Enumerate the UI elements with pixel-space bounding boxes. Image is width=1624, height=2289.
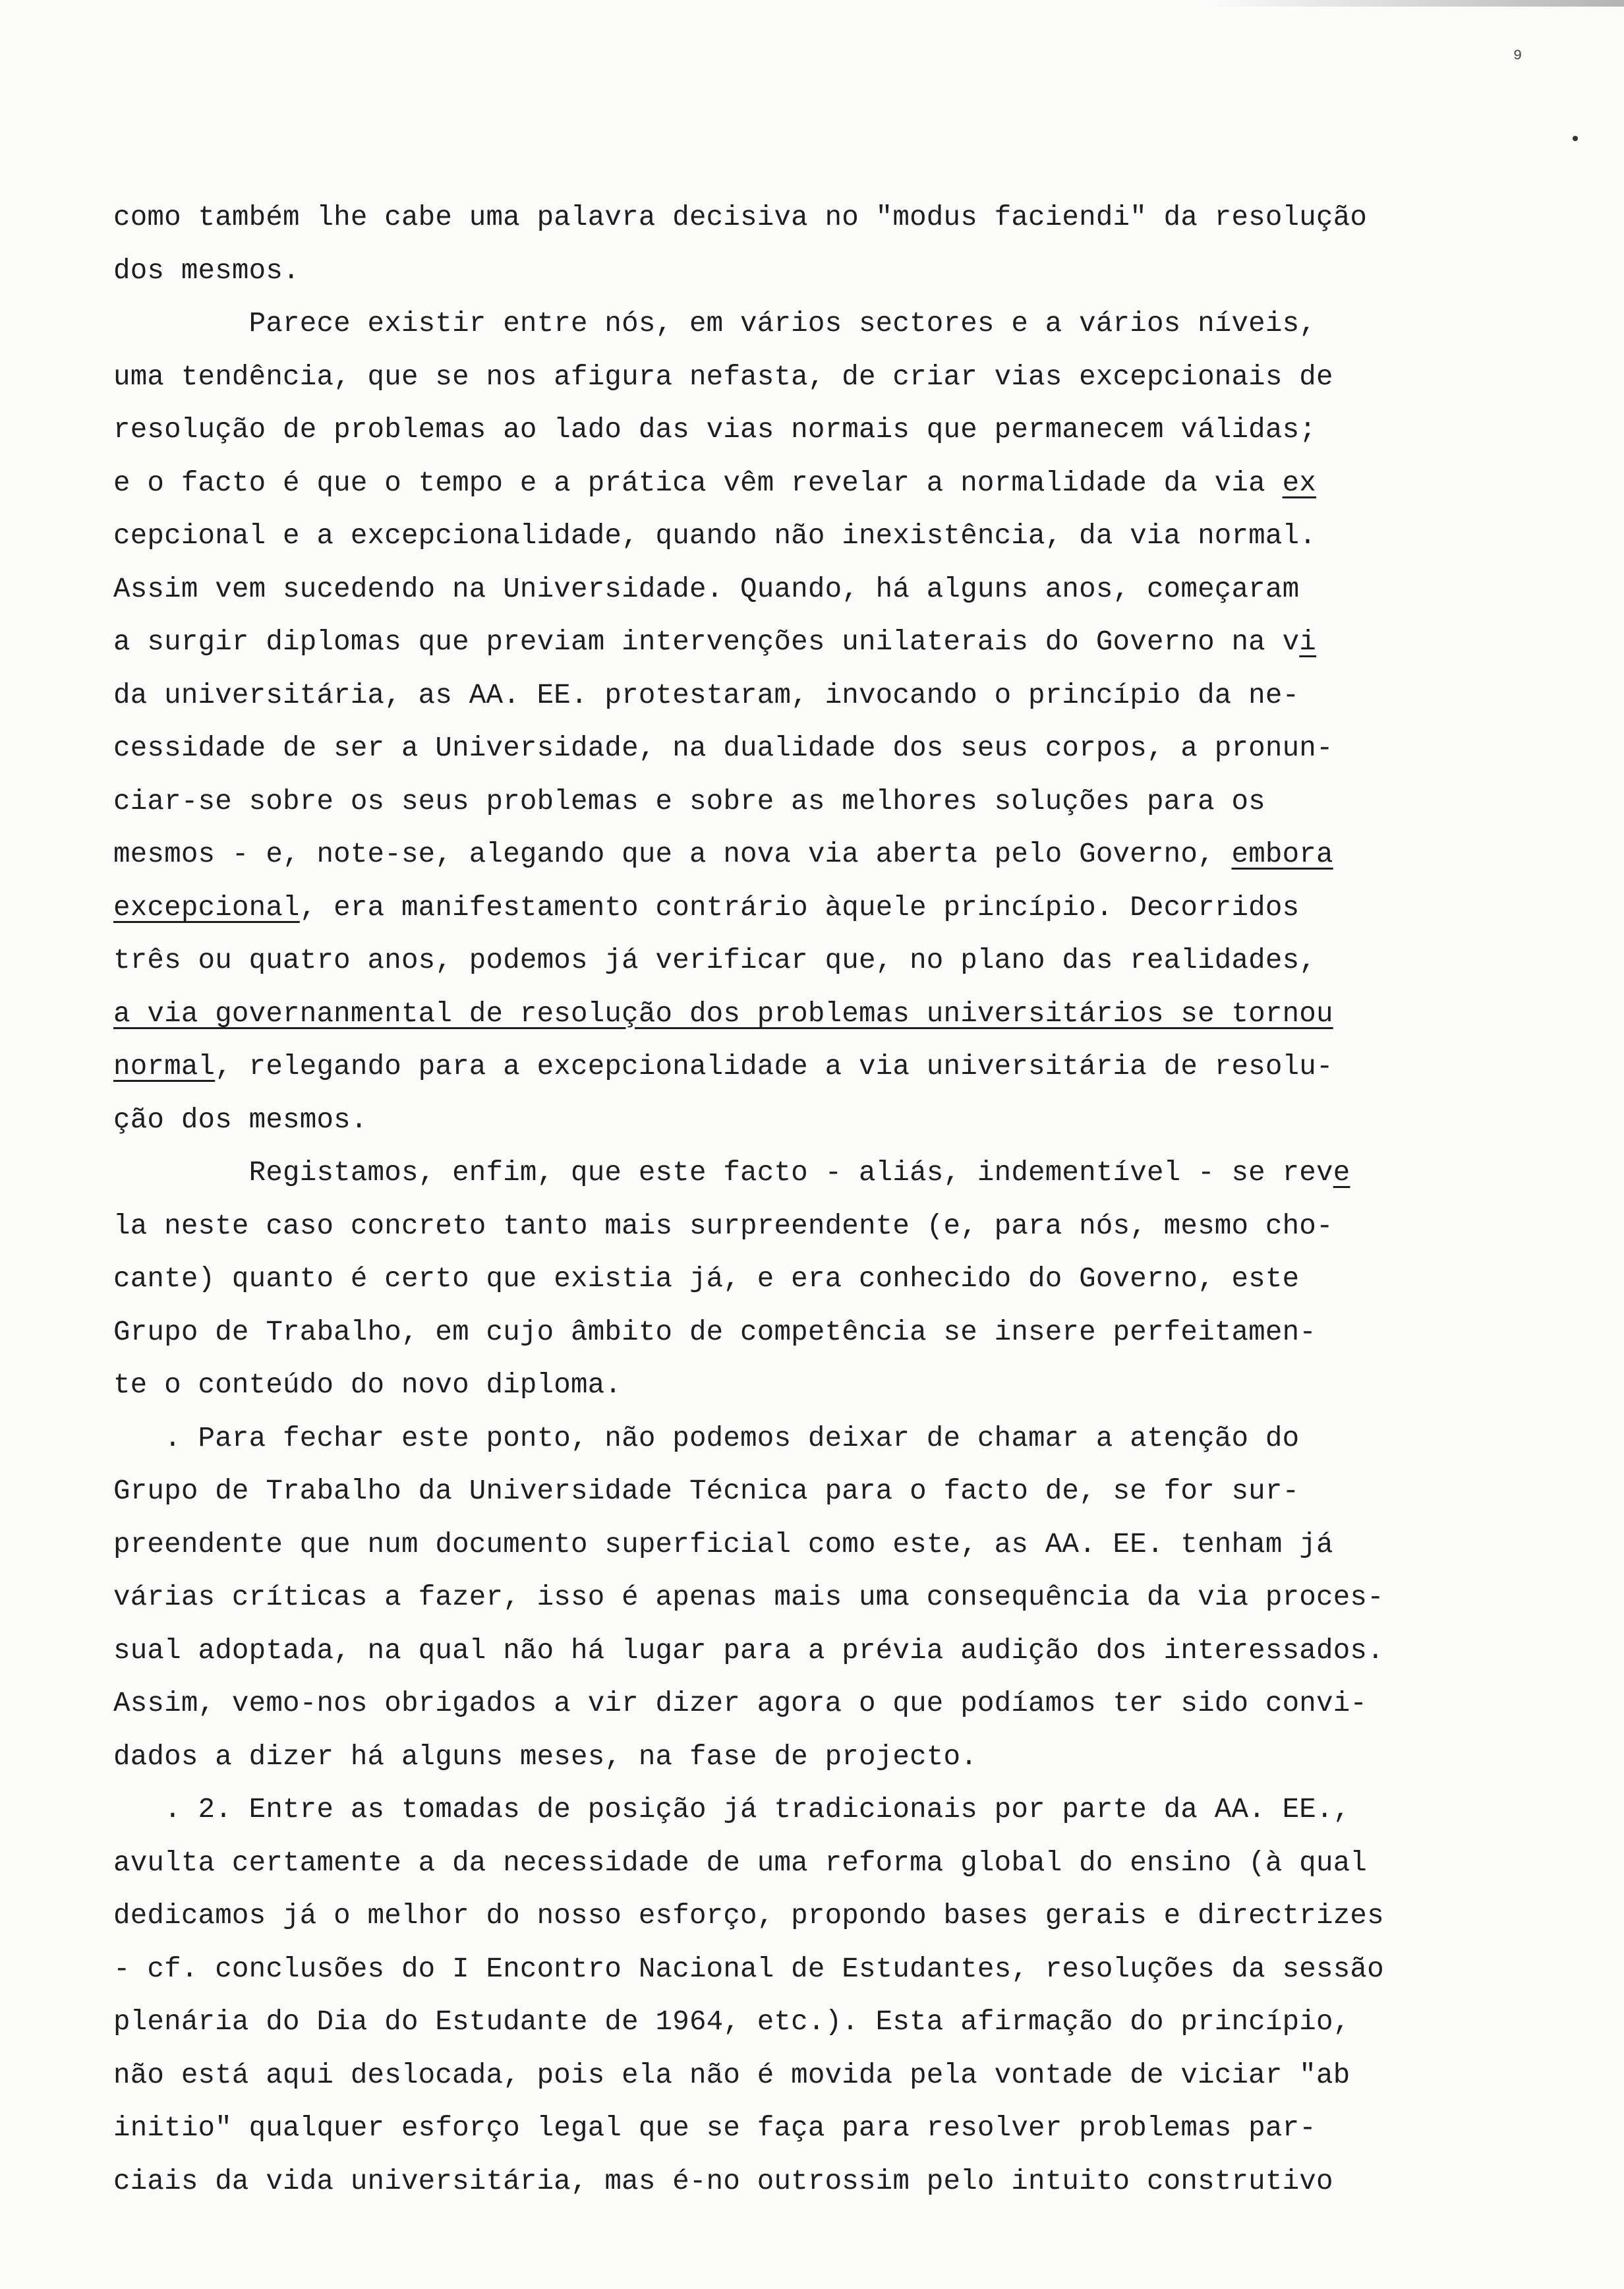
line-text: initio" qualquer esforço legal que se faça para resolver problemas par- xyxy=(113,2112,1316,2144)
line-text: várias críticas a fazer, isso é apenas mais uma consequência da via proces- xyxy=(113,1582,1384,1613)
text-line xyxy=(113,669,1550,723)
text-line xyxy=(113,1146,1550,1200)
text-line xyxy=(113,403,1550,457)
line-text: dados a dizer há alguns meses, na fase de projecto. xyxy=(113,1740,977,1773)
line-text: três ou quatro anos, podemos já verificar que, no plano das realidades, xyxy=(113,945,1316,976)
text-line xyxy=(113,2155,1550,2209)
line-text: da universitária, as AA. EE. protestaram, invocando o princípio da ne- xyxy=(113,679,1300,711)
text-line xyxy=(113,1040,1550,1094)
text-line xyxy=(113,2102,1550,2155)
text-line xyxy=(113,775,1550,829)
underlined-text: a via governanmental de resolução dos problemas universitários se tornou xyxy=(113,997,1333,1030)
line-text: cante) quanto é certo que existia já, e era conhecido do Governo, este xyxy=(113,1263,1300,1295)
text-line xyxy=(113,245,1550,298)
text-line xyxy=(113,510,1550,563)
text-line xyxy=(113,1094,1550,1147)
text-line xyxy=(113,722,1550,775)
text-line xyxy=(113,881,1550,935)
line-text: a surgir diplomas que previam intervenções unilaterais do Governo na v xyxy=(113,626,1300,658)
page-number: 9 xyxy=(1513,47,1522,64)
underlined-text: embora xyxy=(1231,839,1333,870)
line-text: preendente que num documento superficial como este, as AA. EE. tenham já xyxy=(113,1528,1333,1561)
body-text xyxy=(113,191,1550,2208)
underlined-text: normal xyxy=(113,1051,216,1083)
text-line xyxy=(113,563,1550,616)
line-text: como também lhe cabe uma palavra decisiva no "modus faciendi" da resolução xyxy=(113,202,1368,233)
line-text: Assim vem sucedendo na Universidade. Quando, há alguns anos, começaram xyxy=(113,573,1300,605)
line-text: Assim, vemo-nos obrigados a vir dizer agora o que podíamos ter sido convi- xyxy=(113,1688,1368,1719)
text-line xyxy=(113,1518,1550,1572)
text-line xyxy=(113,1677,1550,1731)
line-text: dos mesmos. xyxy=(113,254,300,287)
text-line xyxy=(113,1253,1550,1306)
text-line xyxy=(113,1996,1550,2049)
line-text: cessidade de ser a Universidade, na dualidade dos seus corpos, a pronun- xyxy=(113,732,1333,764)
underlined-text: excepcional xyxy=(113,891,300,924)
underlined-text: i xyxy=(1299,626,1317,658)
line-text: , era manifestamento contrário àquele princípio. Decorridos xyxy=(299,891,1300,924)
line-text: Parece existir entre nós, em vários sectores e a vários níveis, xyxy=(113,308,1316,340)
text-line xyxy=(113,191,1550,245)
line-text: . Para fechar este ponto, não podemos deixar de chamar a atenção do xyxy=(113,1422,1300,1454)
text-line xyxy=(113,1571,1550,1624)
line-text: cepcional e a excepcionalidade, quando não inexistência, da via normal. xyxy=(113,520,1316,552)
text-line xyxy=(113,1731,1550,1784)
line-text: uma tendência, que se nos afigura nefasta, de criar vias excepcionais de xyxy=(113,361,1333,393)
line-text: não está aqui deslocada, pois ela não é movida pela vontade de viciar "ab xyxy=(113,2059,1350,2091)
line-text: , relegando para a excepcionalidade a via universitária de resolu- xyxy=(215,1051,1333,1083)
text-line xyxy=(113,1359,1550,1412)
text-line xyxy=(113,1465,1550,1518)
line-text: avulta certamente a da necessidade de uma reforma global do ensino (à qual xyxy=(113,1847,1368,1879)
text-line xyxy=(113,828,1550,881)
line-text: Registamos, enfim, que este facto - aliás, indementível - se rev xyxy=(113,1157,1333,1189)
text-line xyxy=(113,1624,1550,1678)
text-line xyxy=(113,1412,1550,1466)
text-line xyxy=(113,616,1550,669)
line-text: Grupo de Trabalho da Universidade Técnica para o facto de, se for sur- xyxy=(113,1475,1300,1507)
line-text: Grupo de Trabalho, em cujo âmbito de competência se insere perfeitamen- xyxy=(113,1316,1316,1348)
ink-dot xyxy=(1573,136,1578,141)
text-line xyxy=(113,1783,1550,1837)
line-text: resolução de problemas ao lado das vias normais que permanecem válidas; xyxy=(113,414,1316,446)
text-line xyxy=(113,1837,1550,1890)
line-text: . 2. Entre as tomadas de posição já tradicionais por parte da AA. EE., xyxy=(113,1794,1350,1826)
line-text: sual adoptada, na qual não há lugar para a prévia audição dos interessados. xyxy=(113,1634,1384,1667)
line-text: ciais da vida universitária, mas é-no outrossim pelo intuito construtivo xyxy=(113,2165,1333,2197)
text-line xyxy=(113,934,1550,988)
text-line xyxy=(113,1306,1550,1359)
text-line xyxy=(113,1943,1550,1996)
line-text: la neste caso concreto tanto mais surpreendente (e, para nós, mesmo cho- xyxy=(113,1210,1333,1242)
text-line xyxy=(113,1200,1550,1253)
text-line xyxy=(113,1889,1550,1943)
text-line xyxy=(113,988,1550,1041)
line-text: ciar-se sobre os seus problemas e sobre as melhores soluções para os xyxy=(113,785,1265,818)
underlined-text: ex xyxy=(1282,467,1317,499)
text-line xyxy=(113,2049,1550,2102)
line-text: te o conteúdo do novo diploma. xyxy=(113,1369,622,1401)
text-line xyxy=(113,457,1550,510)
scan-edge-mark xyxy=(1202,0,1624,7)
line-text: mesmos - e, note-se, alegando que a nova via aberta pelo Governo, xyxy=(113,839,1232,870)
text-line xyxy=(113,351,1550,404)
underlined-text: e xyxy=(1333,1157,1350,1189)
line-text: plenária do Dia do Estudante de 1964, etc.). Esta afirmação do princípio, xyxy=(113,2006,1350,2038)
line-text: - cf. conclusões do I Encontro Nacional de Estudantes, resoluções da sessão xyxy=(113,1953,1384,1985)
line-text: dedicamos já o melhor do nosso esforço, propondo bases gerais e directrizes xyxy=(113,1900,1384,1932)
line-text: ção dos mesmos. xyxy=(113,1104,368,1136)
line-text: e o facto é que o tempo e a prática vêm revelar a normalidade da via xyxy=(113,467,1283,499)
text-line xyxy=(113,297,1550,351)
